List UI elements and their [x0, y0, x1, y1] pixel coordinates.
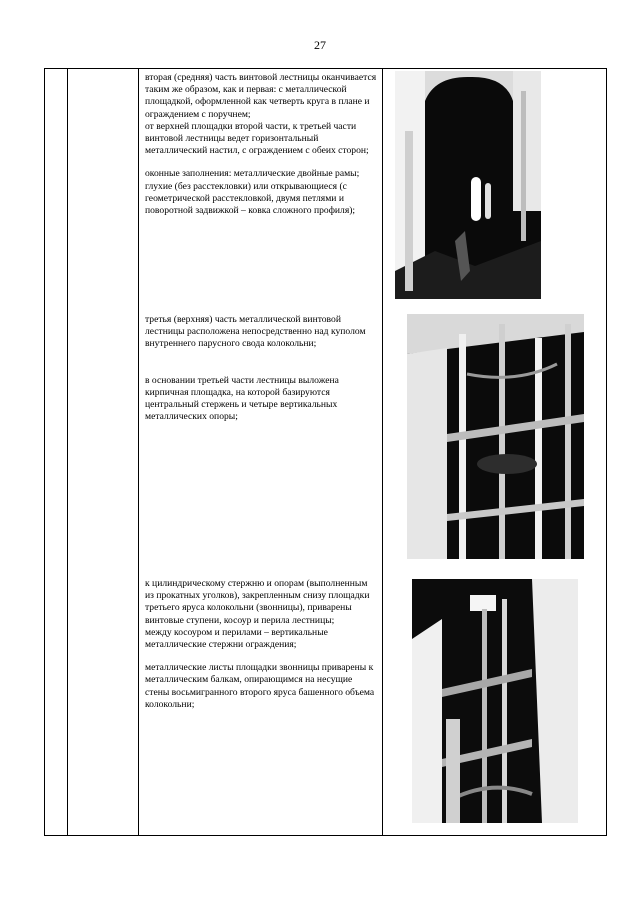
page-number: 27 — [314, 38, 326, 52]
paragraph: от верхней площадки второй части, к третьей части винтовой лестницы ведет горизонтальный металлический настил, с ограждением с обеих сторон; — [145, 120, 369, 157]
photo-bell-tower-stair — [412, 579, 578, 823]
paragraph: вторая (средняя) часть винтовой лестницы оканчивается таким же образом, как и первая: с металлической площадкой, оформленной как четверть круга в плане и ограждением с поручнем; — [145, 72, 377, 120]
paragraph: оконные заполнения: металлические двойные рамы; глухие (без расстекловки) или открывающиеся (с геометрической расстекловкой, двумя петлями и поворотной задвижкой – ковка сложного профиля); — [145, 168, 360, 217]
photo-spiral-stair-column — [395, 71, 541, 299]
paragraph: третья (верхняя) часть металлической винтовой лестницы расположена непосредственно над куполом внутреннего парусного свода колокольни; — [145, 314, 366, 350]
paragraph: между косоуром и перилами – вертикальные металлические стержни ограждения; — [145, 626, 328, 651]
text-block-3 — [145, 578, 377, 711]
photo-stair-supports — [407, 314, 584, 559]
column-divider — [67, 69, 68, 835]
paragraph: в основании третьей части лестницы выложена кирпичная площадка, на которой базируются центральный стержень и четыре вертикальных металлических опоры; — [145, 374, 339, 423]
paragraph: металлические листы площадки звонницы приварены к металлическим балкам, опирающимся на несущие стены восьмигранного второго яруса башенного объема колокольни; — [145, 662, 375, 710]
column-divider — [382, 69, 383, 835]
column-divider — [138, 69, 139, 835]
text-block-1 — [145, 72, 377, 217]
document-table — [44, 68, 607, 836]
text-block-2 — [145, 314, 377, 423]
paragraph: к цилиндрическому стержню и опорам (выполненным из прокатных уголков), закрепленным снизу площадки третьего яруса колокольни (звонницы), приварены винтовые ступени, косоур и перила лестницы; — [145, 578, 370, 626]
